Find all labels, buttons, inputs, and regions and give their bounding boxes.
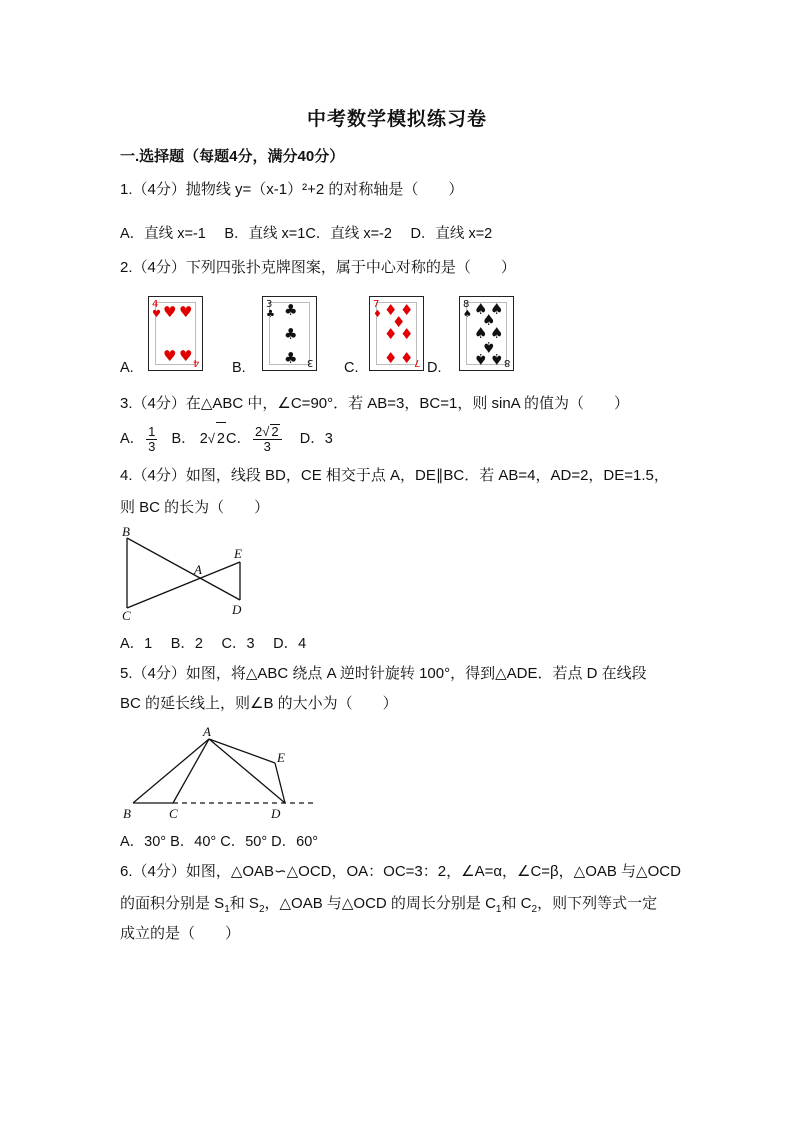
question-6-stem-line2 — [120, 894, 657, 920]
label-d: D — [271, 806, 281, 821]
card-rank-bottom: 4 — [192, 357, 199, 368]
segment-ad — [209, 739, 285, 803]
segment-ae — [209, 739, 275, 763]
card-8-spades — [459, 296, 514, 371]
card-rank: 8 — [463, 299, 470, 310]
club-icon: ♣ — [284, 349, 298, 367]
spade-icon: ♠ — [474, 300, 488, 318]
spade-icon: ♠ — [474, 350, 488, 368]
stem-text: ，△OAB 与△OCD 的周长分别是 C — [264, 895, 496, 912]
fraction-two-root-two-third — [253, 424, 282, 454]
fraction-denominator: 3 — [263, 439, 271, 455]
question-3-stem: 3.（4分）在△ABC 中，∠C=90°．若 AB=3，BC=1，则 sinA 的值为（ ） — [120, 395, 630, 412]
question-6-stem-line1: 6.（4分）如图，△OAB∽△OCD，OA：OC=3：2，∠A=α，∠C=β，△OAB 与△OCD — [120, 863, 681, 880]
radical-sign: √ — [262, 424, 270, 440]
heart-icon: ♥ — [179, 303, 193, 321]
question-5-stem-line1: 5.（4分）如图，将△ABC 绕点 A 逆时针旋转 100°，得到△ADE．若点 D 在线段 — [120, 665, 647, 682]
label-c: C — [122, 608, 131, 620]
stem-text: ，则下列等式一定 — [537, 895, 658, 912]
subscript: 1 — [224, 904, 230, 915]
card-3-clubs — [262, 296, 317, 371]
label-c: C — [169, 806, 178, 821]
spade-icon: ♠ — [482, 311, 496, 329]
question-3-options — [120, 422, 333, 455]
card-rank-bottom: 8 — [503, 357, 510, 368]
card-7-diamonds — [369, 296, 424, 371]
stem-text: 和 C — [501, 895, 532, 912]
label-e: E — [234, 546, 242, 561]
section-heading: 一.选择题（每题4分，满分40分） — [120, 148, 345, 165]
subscript: 2 — [258, 904, 265, 915]
stem-text: 和 S — [229, 895, 259, 912]
card-rank: 7 — [373, 299, 380, 310]
option-a-text: A． — [120, 431, 145, 447]
radicand: 2 — [216, 422, 226, 455]
card-rank: 4 — [152, 299, 159, 310]
option-b-coefficient: 2 — [199, 431, 208, 447]
question-1-stem: 1.（4分）抛物线 y=（x-1）²+2 的对称轴是（ ） — [120, 181, 464, 198]
question-4-stem-line2: 则 BC 的长为（ ） — [120, 499, 270, 516]
diamond-icon: ♦ — [384, 301, 398, 319]
label-b: B — [123, 806, 131, 821]
label-b: B — [122, 524, 130, 539]
card-rank: 3 — [266, 299, 273, 310]
label-e: E — [277, 750, 285, 765]
option-c-label: C. — [344, 360, 359, 376]
stem-text: 的面积分别是 S — [120, 895, 225, 912]
question-6-stem-line3: 成立的是（ ） — [120, 925, 241, 942]
club-icon: ♣ — [284, 301, 298, 319]
diamond-icon: ♦ — [392, 313, 406, 331]
fraction-numerator: 1 — [148, 423, 156, 439]
segment-ac — [173, 739, 209, 803]
diamond-icon: ♦ — [373, 309, 382, 320]
question-1-options: A．直线 x=-1 B．直线 x=1C．直线 x=-2 D．直线 x=2 — [120, 226, 493, 242]
spade-icon: ♠ — [463, 309, 472, 320]
card-4-hearts — [148, 296, 203, 371]
heart-icon: ♥ — [163, 303, 177, 321]
option-b-text: B． — [171, 431, 196, 447]
spade-icon: ♠ — [490, 350, 504, 368]
subscript: 1 — [495, 904, 502, 915]
fraction-numerator — [253, 424, 282, 440]
radical-sign: √ — [207, 431, 215, 446]
question-4-stem-line1: 4.（4分）如图，线段 BD，CE 相交于点 A，DE∥BC．若 AB=4，AD=2，DE=1.5， — [120, 467, 669, 484]
segment-ab — [133, 739, 209, 803]
heart-icon: ♥ — [179, 347, 193, 365]
label-d: D — [232, 602, 242, 617]
figure-q5-rotation — [115, 722, 325, 824]
radicand: 2 — [271, 424, 279, 440]
heart-icon: ♥ — [163, 347, 177, 365]
spade-icon: ♠ — [474, 324, 488, 342]
diamond-icon: ♦ — [384, 325, 398, 343]
club-icon: ♣ — [266, 309, 275, 320]
diamond-icon: ♦ — [400, 301, 414, 319]
option-c-text: C． — [226, 431, 251, 447]
label-a: A — [203, 724, 211, 739]
question-2-stem: 2.（4分）下列四张扑克牌图案，属于中心对称的是（ ） — [120, 259, 516, 276]
diamond-icon: ♦ — [400, 325, 414, 343]
question-5-stem-line2: BC 的延长线上，则∠B 的大小为（ ） — [120, 695, 398, 712]
spade-icon: ♠ — [482, 338, 496, 356]
question-4-options: A．1 B．2 C．3 D．4 — [120, 636, 307, 652]
page-title: 中考数学模拟练习卷 — [306, 109, 487, 130]
spade-icon: ♠ — [490, 324, 504, 342]
option-d-text: D．3 — [299, 431, 333, 447]
spade-icon: ♠ — [490, 300, 504, 318]
club-icon: ♣ — [284, 325, 298, 343]
option-d-label: D. — [427, 360, 442, 376]
figure-q4-bowtie — [110, 520, 270, 620]
numerator-coefficient: 2 — [254, 424, 263, 440]
card-rank-bottom: 3 — [306, 357, 313, 368]
card-rank-bottom: 7 — [413, 357, 420, 368]
heart-icon: ♥ — [152, 309, 161, 320]
fraction-denominator: 3 — [148, 438, 156, 454]
question-5-options: A．30° B．40° C．50° D．60° — [120, 834, 319, 850]
diamond-icon: ♦ — [400, 349, 414, 367]
option-b-label: B. — [232, 360, 246, 376]
diamond-icon: ♦ — [384, 349, 398, 367]
fraction-one-third — [146, 425, 157, 454]
option-a-label: A. — [120, 360, 134, 376]
segment-de — [275, 763, 285, 803]
label-a: A — [194, 562, 202, 577]
subscript: 2 — [531, 904, 538, 915]
